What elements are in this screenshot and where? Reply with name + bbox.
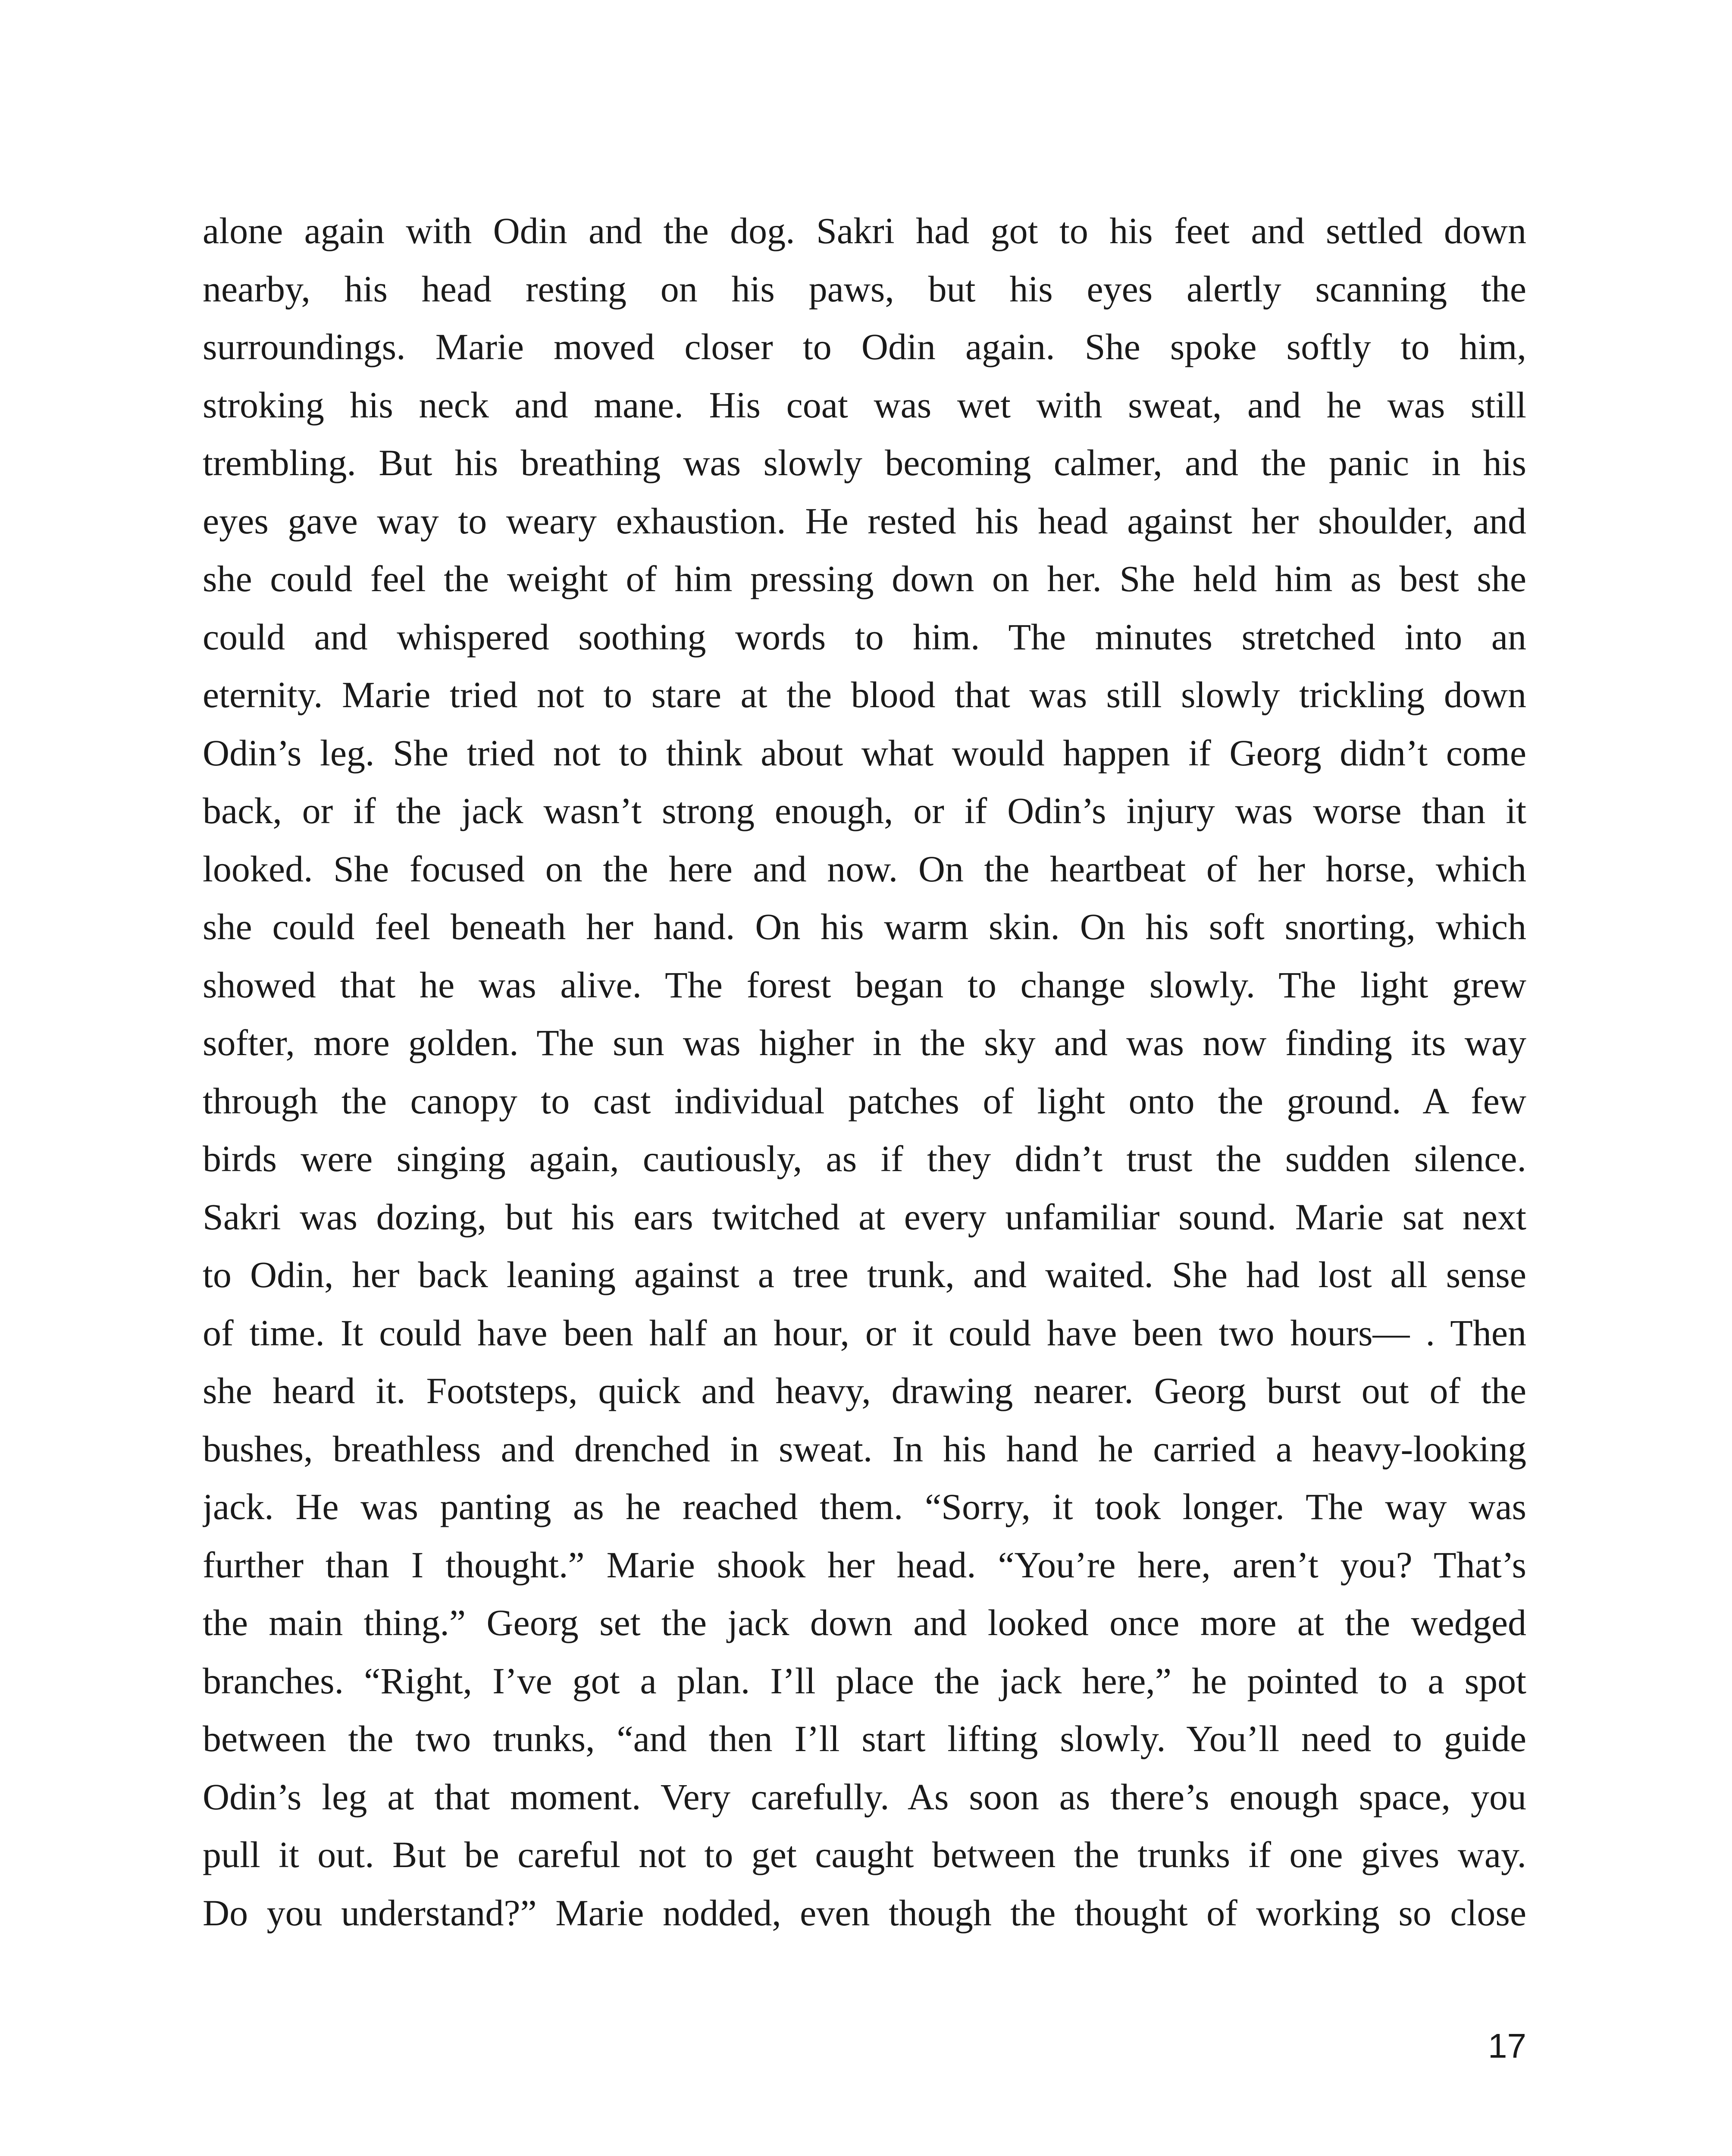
text-line: she could feel beneath her hand. On his warm skin. On his soft snorting, which [203, 906, 1526, 947]
text-line: birds were singing again, cautiously, as if they didn’t trust the sudden silence. [203, 1138, 1526, 1179]
text-line: through the canopy to cast individual patches of light onto the ground. A few [203, 1080, 1526, 1122]
page-number: 17 [1488, 2027, 1526, 2065]
text-line: Odin’s leg at that moment. Very carefully. As soon as there’s enough space, you [203, 1776, 1526, 1818]
text-line: back, or if the jack wasn’t strong enough, or if Odin’s injury was worse than it [203, 790, 1526, 831]
text-line: jack. He was panting as he reached them. “Sorry, it took longer. The way was [203, 1486, 1526, 1527]
text-line: she could feel the weight of him pressing down on her. She held him as best she [203, 558, 1526, 599]
text-line: surroundings. Marie moved closer to Odin again. She spoke softly to him, [203, 326, 1526, 367]
text-line: could and whispered soothing words to him. The minutes stretched into an [203, 616, 1526, 658]
text-line: bushes, breathless and drenched in sweat. In his hand he carried a heavy-looking [203, 1428, 1526, 1470]
text-line: softer, more golden. The sun was higher in the sky and was now finding its way [203, 1022, 1526, 1063]
text-line: branches. “Right, I’ve got a plan. I’ll place the jack here,” he pointed to a spot [203, 1660, 1526, 1702]
text-line: she heard it. Footsteps, quick and heavy, drawing nearer. Georg burst out of the [203, 1370, 1526, 1411]
text-line: the main thing.” Georg set the jack down and looked once more at the wedged [203, 1602, 1526, 1643]
text-line: to Odin, her back leaning against a tree trunk, and waited. She had lost all sense [203, 1254, 1526, 1295]
text-line: further than I thought.” Marie shook her head. “You’re here, aren’t you? That’s [203, 1544, 1526, 1586]
text-line: Do you understand?” Marie nodded, even though the thought of working so close [203, 1892, 1526, 1934]
text-line: Sakri was dozing, but his ears twitched at every unfamiliar sound. Marie sat next [203, 1196, 1526, 1238]
text-line: Odin’s leg. She tried not to think about what would happen if Georg didn’t come [203, 732, 1526, 774]
text-line: stroking his neck and mane. His coat was wet with sweat, and he was still [203, 384, 1526, 426]
text-line: between the two trunks, “and then I’ll start lifting slowly. You’ll need to guide [203, 1718, 1526, 1759]
text-line: pull it out. But be careful not to get caught between the trunks if one gives way. [203, 1834, 1526, 1875]
text-line: nearby, his head resting on his paws, but his eyes alertly scanning the [203, 268, 1526, 310]
text-line: eyes gave way to weary exhaustion. He rested his head against her shoulder, and [203, 500, 1526, 542]
text-line: eternity. Marie tried not to stare at the blood that was still slowly trickling down [203, 674, 1526, 715]
text-line: alone again with Odin and the dog. Sakri had got to his feet and settled down [203, 210, 1526, 251]
text-line: looked. She focused on the here and now. On the heartbeat of her horse, which [203, 848, 1526, 890]
text-line: of time. It could have been half an hour, or it could have been two hours— . Then [203, 1312, 1526, 1354]
text-line: trembling. But his breathing was slowly becoming calmer, and the panic in his [203, 442, 1526, 483]
body-text [203, 202, 1526, 1942]
text-line: showed that he was alive. The forest began to change slowly. The light grew [203, 964, 1526, 1006]
